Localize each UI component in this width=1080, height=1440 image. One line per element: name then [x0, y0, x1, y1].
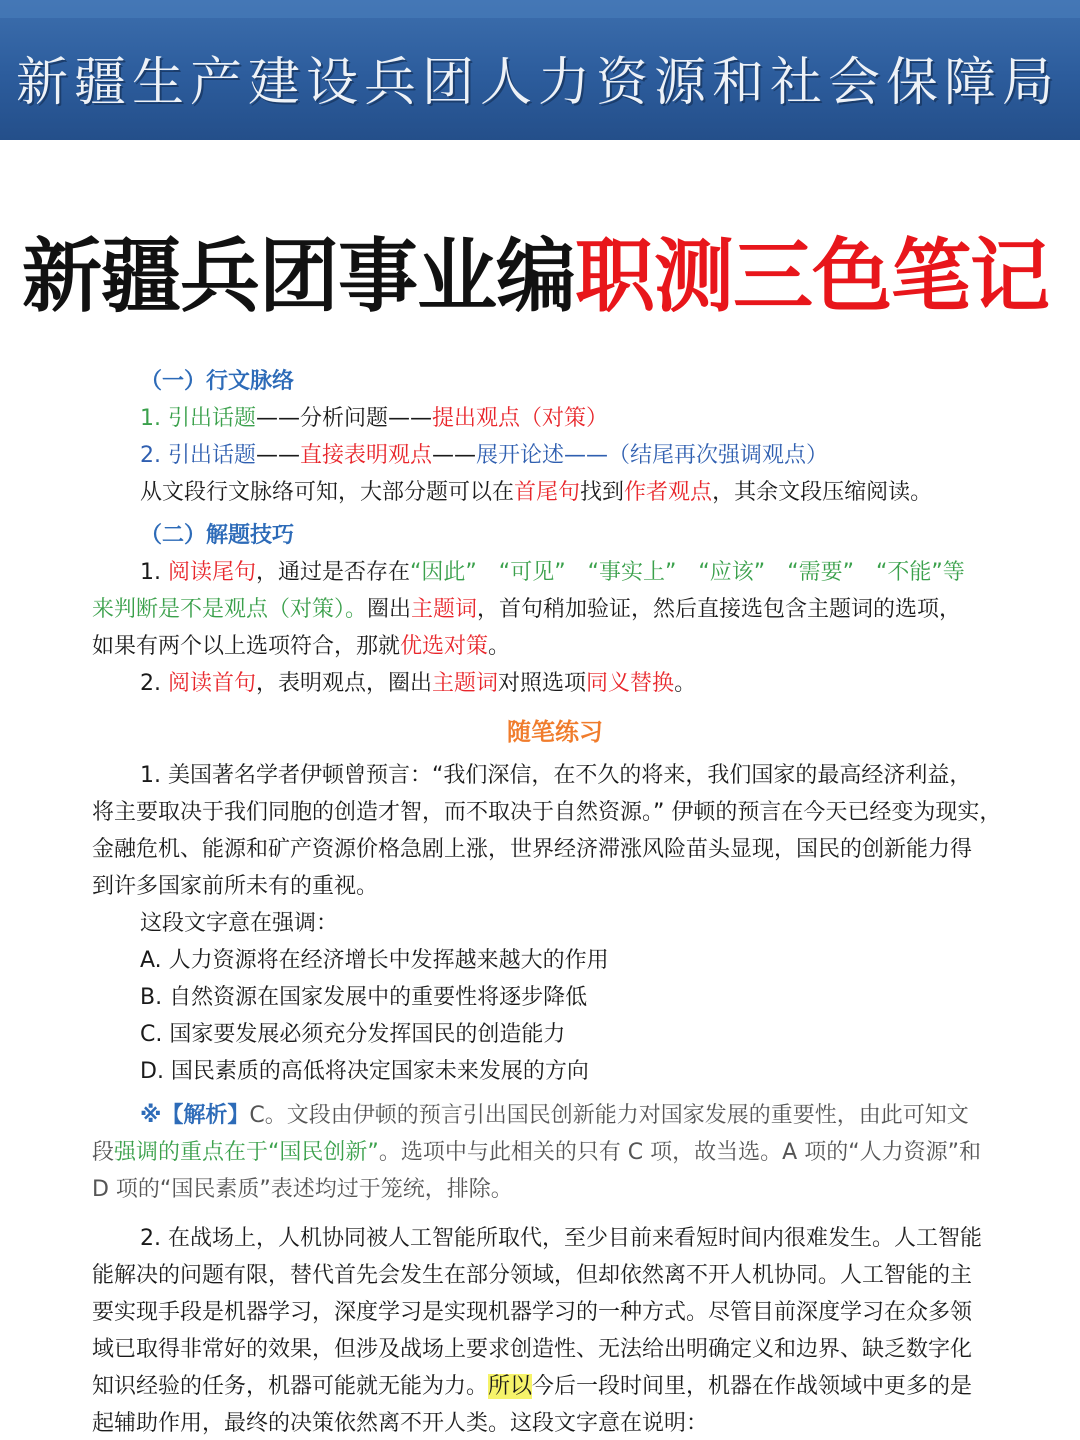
s2p2-c: ，表明观点，圈出 — [256, 671, 433, 696]
q2-l5c: 今后一段时间里，机器在作战领域中更多的是 — [532, 1374, 973, 1399]
s1l3-b: 首尾句 — [514, 480, 581, 505]
q1-line1: 1. 美国著名学者伊顿曾预言：“我们深信，在不久的将来，我们国家的最高经济利益， — [140, 763, 972, 788]
title-part-red: 职测三色笔记 — [575, 230, 1049, 323]
section1-heading: （一）行文脉络 — [140, 369, 295, 394]
s2p2-g: 。 — [674, 671, 697, 696]
section1-line1 — [140, 403, 608, 435]
section2-p1-line1 — [140, 557, 965, 589]
q2-line2: 能解决的问题有限，替代首先会发生在部分领域，但却依然离不开人机协同。人工智能的主 — [92, 1263, 973, 1288]
s2p1-l2d: ，首句稍加验证，然后直接选包含主题词的选项， — [477, 597, 962, 622]
s1l3-d: 作者观点 — [624, 480, 713, 505]
s2p1-l3a: 如果有两个以上选项符合，那就 — [92, 634, 401, 659]
s1l2-e: 展开论述——（结尾再次强调观点） — [476, 443, 829, 468]
s2p1-num: 1. — [140, 560, 168, 585]
section1-line3 — [140, 477, 932, 509]
q2-line6: 起辅助作用，最终的决策依然离不开人类。这段文字意在说明： — [92, 1411, 709, 1436]
q1-option-b: B. 自然资源在国家发展中的重要性将逐步降低 — [140, 985, 588, 1010]
s2p2-d: 主题词 — [432, 671, 499, 696]
q2-line4: 域已取得非常好的效果，但涉及战场上要求创造性、无法给出明确定义和边界、缺乏数字化 — [92, 1337, 973, 1362]
s1l3-c: 找到 — [580, 480, 625, 505]
s2p1-l2c: 主题词 — [411, 597, 478, 622]
analysis-mark: ※【解析】 — [140, 1103, 250, 1128]
q2-line1: 2. 在战场上，人机协同被人工智能所取代，至少目前来看短时间内很难发生。人工智能 — [140, 1226, 982, 1251]
q1-stem: 这段文字意在强调： — [140, 911, 339, 936]
s2p2-f: 同义替换 — [586, 671, 675, 696]
q1-line2: 将主要取决于我们同胞的创造才智，而不取决于自然资源。” 伊顿的预言在今天已经变为现实， — [92, 800, 1002, 825]
q1-analysis-line1 — [140, 1100, 969, 1132]
s1l3-a: 从文段行文脉络可知，大部分题可以在 — [140, 480, 515, 505]
title-part-black: 新疆兵团事业编 — [22, 230, 575, 323]
q1-analysis-line2 — [92, 1137, 981, 1169]
analysis-l1: C。文段由伊顿的预言引出国民创新能力对国家发展的重要性，由此可知文 — [249, 1103, 969, 1128]
analysis-l2b: 强调的重点在于“国民创新” — [114, 1140, 379, 1165]
s2p2-e: 对照选项 — [498, 671, 587, 696]
analysis-l2c: 。选项中与此相关的只有 C 项，故当选。A 项的“人力资源”和 — [378, 1140, 981, 1165]
q2-l5a: 知识经验的任务，机器可能就无能为力。 — [92, 1374, 489, 1399]
s1l2-b: —— — [255, 443, 300, 468]
s2p1-l3c: 。 — [488, 634, 511, 659]
q1-line4: 到许多国家前所未有的重视。 — [92, 874, 379, 899]
q1-analysis-line3: D 项的“国民素质”表述均过于笼统，排除。 — [92, 1177, 513, 1202]
s2p1-l2b: 圈出 — [367, 597, 412, 622]
s1l1-b: ——分析问题—— — [255, 406, 432, 431]
q2-highlight: 所以 — [488, 1374, 533, 1399]
s2p1-l2a: 来判断是不是观点（对策）。 — [92, 597, 368, 622]
s2p1-b: 阅读尾句 — [167, 560, 256, 585]
section2-p2 — [140, 668, 696, 700]
s2p2-num: 2. — [140, 671, 168, 696]
s1l1-c: 提出观点（对策） — [432, 406, 609, 431]
section1-line2 — [140, 440, 828, 472]
practice-heading: 随笔练习 — [507, 718, 603, 746]
q2-line3: 要实现手段是机器学习，深度学习是实现机器学习的一种方式。尽管目前深度学习在众多领 — [92, 1300, 973, 1325]
q2-line5 — [92, 1371, 972, 1403]
section2-p1-line2 — [92, 594, 961, 626]
s1l2-c: 直接表明观点 — [299, 443, 432, 468]
banner-title: 新疆生产建设兵团人力资源和社会保障局 — [16, 53, 1061, 113]
s1l2-d: —— — [432, 443, 476, 468]
section2-heading: （二）解题技巧 — [140, 523, 295, 548]
header-banner — [0, 0, 1080, 140]
q1-option-a: A. 人力资源将在经济增长中发挥越来越大的作用 — [140, 948, 609, 973]
q1-option-c: C. 国家要发展必须充分发挥国民的创造能力 — [140, 1022, 566, 1047]
section2-p1-line3 — [92, 631, 510, 663]
s1l1-a: 1. 引出话题 — [140, 406, 256, 431]
analysis-l2a: 段 — [92, 1140, 115, 1165]
s2p1-c: ，通过是否存在 — [256, 560, 411, 585]
s2p1-d: “因此” “可见” “事实上” “应该” “需要” “不能”等 — [410, 560, 965, 585]
s2p2-b: 阅读首句 — [167, 671, 256, 696]
s1l2-a: 2. 引出话题 — [140, 443, 256, 468]
s2p1-l3b: 优选对策 — [400, 634, 489, 659]
s1l3-e: ，其余文段压缩阅读。 — [712, 480, 933, 505]
q1-option-d: D. 国民素质的高低将决定国家未来发展的方向 — [140, 1059, 589, 1084]
banner-stripe — [0, 0, 1080, 18]
q1-line3: 金融危机、能源和矿产资源价格急剧上涨，世界经济滞涨风险苗头显现，国民的创新能力得 — [92, 837, 973, 862]
page-title — [22, 212, 1049, 327]
